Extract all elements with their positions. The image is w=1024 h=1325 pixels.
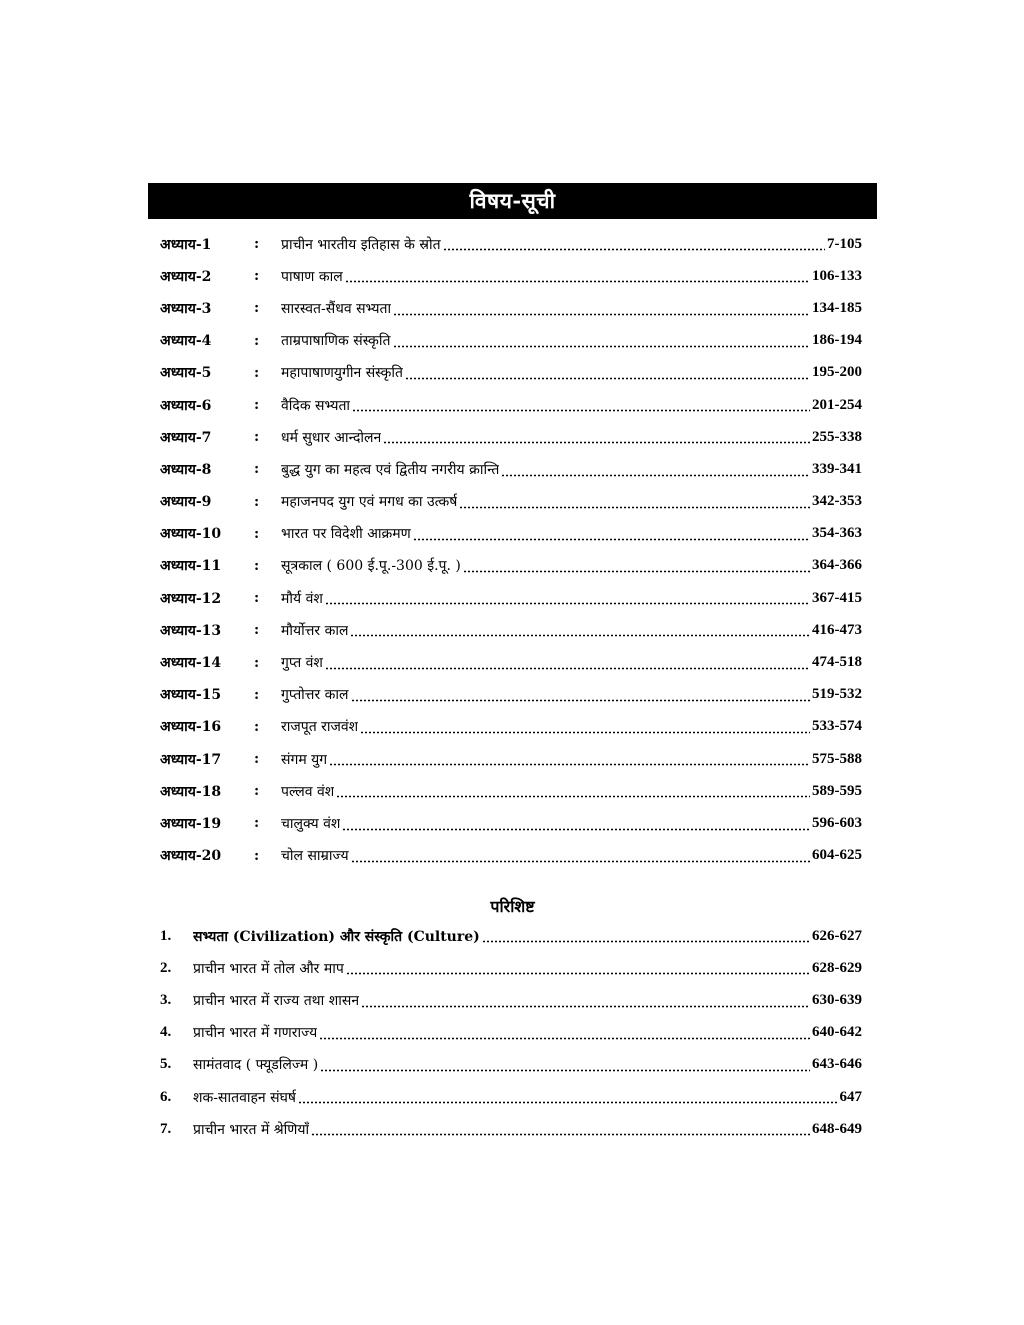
chapter-label: अध्याय-17 xyxy=(160,751,222,768)
dot-leader xyxy=(311,1122,810,1136)
chapter-colon: : xyxy=(254,397,260,414)
chapter-pages: 354-363 xyxy=(812,525,862,542)
dot-leader xyxy=(298,1090,838,1104)
chapter-row xyxy=(160,260,862,292)
dot-leader xyxy=(345,269,810,283)
chapter-row xyxy=(160,325,862,357)
dot-leader xyxy=(346,961,810,975)
chapter-title: गुप्तोत्तर काल xyxy=(281,687,349,704)
appendix-pages: 628-629 xyxy=(812,959,862,976)
chapter-colon: : xyxy=(254,815,260,832)
chapter-pages: 533-574 xyxy=(812,718,862,735)
chapter-colon: : xyxy=(254,493,260,510)
chapter-row xyxy=(160,228,862,260)
chapter-label: अध्याय-2 xyxy=(160,268,212,285)
chapter-colon: : xyxy=(254,751,260,768)
chapter-row xyxy=(160,840,862,872)
dot-leader xyxy=(361,994,810,1008)
appendix-pages: 630-639 xyxy=(812,991,862,1008)
chapter-title: भारत पर विदेशी आक्रमण xyxy=(281,526,411,543)
dot-leader xyxy=(350,623,810,637)
dot-leader xyxy=(482,929,810,943)
chapter-pages: 134-185 xyxy=(812,299,862,316)
chapter-row xyxy=(160,614,862,646)
chapter-pages: 575-588 xyxy=(812,750,862,767)
appendix-title: शक-सातवाहन संघर्ष xyxy=(193,1089,296,1106)
chapter-colon: : xyxy=(254,429,260,446)
chapter-label: अध्याय-9 xyxy=(160,494,212,511)
chapter-label: अध्याय-18 xyxy=(160,783,222,800)
dot-leader xyxy=(329,752,810,766)
chapter-pages: 519-532 xyxy=(812,686,862,703)
chapter-pages: 106-133 xyxy=(812,267,862,284)
chapter-title: चोल साम्राज्य xyxy=(281,848,349,865)
chapter-row xyxy=(160,518,862,550)
appendix-number: 7. xyxy=(160,1120,172,1137)
chapter-label: अध्याय-1 xyxy=(160,236,212,253)
appendix-row xyxy=(160,984,862,1016)
dot-leader xyxy=(501,463,810,477)
chapter-title: पाषाण काल xyxy=(281,268,343,285)
chapter-colon: : xyxy=(254,622,260,639)
dot-leader xyxy=(351,688,810,702)
appendix-row xyxy=(160,952,862,984)
appendix-title: प्राचीन भारत में गणराज्य xyxy=(193,1025,318,1042)
chapter-list xyxy=(160,228,862,872)
chapter-title: सारस्वत-सैंधव सभ्यता xyxy=(281,300,392,317)
chapter-label: अध्याय-13 xyxy=(160,622,222,639)
chapter-colon: : xyxy=(254,364,260,381)
dot-leader xyxy=(459,495,810,509)
chapter-colon: : xyxy=(254,847,260,864)
chapter-title: पल्लव वंश xyxy=(281,783,335,800)
chapter-row xyxy=(160,679,862,711)
chapter-title: मौर्य वंश xyxy=(281,590,323,607)
chapter-label: अध्याय-6 xyxy=(160,397,212,414)
dot-leader xyxy=(351,849,810,863)
dot-leader xyxy=(325,656,810,670)
chapter-pages: 195-200 xyxy=(812,364,862,381)
chapter-label: अध्याय-8 xyxy=(160,461,212,478)
chapter-label: अध्याय-20 xyxy=(160,848,222,865)
chapter-row xyxy=(160,743,862,775)
chapter-title: महापाषाणयुगीन संस्कृति xyxy=(281,365,403,382)
appendix-number: 4. xyxy=(160,1024,172,1041)
chapter-pages: 7-105 xyxy=(827,235,862,252)
appendix-row xyxy=(160,1081,862,1113)
chapter-pages: 416-473 xyxy=(812,621,862,638)
dot-leader xyxy=(320,1058,810,1072)
appendix-number: 1. xyxy=(160,927,172,944)
chapter-title: महाजनपद युग एवं मगध का उत्कर्ष xyxy=(281,494,458,511)
appendix-pages: 647 xyxy=(839,1088,862,1105)
dot-leader xyxy=(352,398,810,412)
chapter-title: राजपूत राजवंश xyxy=(281,719,359,736)
chapter-colon: : xyxy=(254,654,260,671)
chapter-colon: : xyxy=(254,686,260,703)
chapter-label: अध्याय-11 xyxy=(160,558,222,575)
chapter-row xyxy=(160,357,862,389)
chapter-row xyxy=(160,486,862,518)
chapter-title: मौर्योत्तर काल xyxy=(281,622,349,639)
chapter-colon: : xyxy=(254,718,260,735)
appendix-number: 2. xyxy=(160,959,172,976)
chapter-label: अध्याय-19 xyxy=(160,815,222,832)
appendix-row xyxy=(160,1049,862,1081)
chapter-label: अध्याय-5 xyxy=(160,365,212,382)
chapter-row xyxy=(160,421,862,453)
chapter-colon: : xyxy=(254,557,260,574)
appendix-row xyxy=(160,1113,862,1145)
chapter-pages: 186-194 xyxy=(812,332,862,349)
chapter-row xyxy=(160,646,862,678)
appendix-title: सामंतवाद ( फ्यूडलिज्म ) xyxy=(193,1057,319,1074)
chapter-colon: : xyxy=(254,783,260,800)
chapter-pages: 342-353 xyxy=(812,493,862,510)
chapter-row xyxy=(160,550,862,582)
chapter-title: गुप्त वंश xyxy=(281,655,323,672)
dot-leader xyxy=(443,237,825,251)
dot-leader xyxy=(393,334,811,348)
chapter-colon: : xyxy=(254,268,260,285)
appendix-pages: 643-646 xyxy=(812,1056,862,1073)
appendix-pages: 648-649 xyxy=(812,1120,862,1137)
chapter-label: अध्याय-7 xyxy=(160,429,212,446)
chapter-pages: 255-338 xyxy=(812,428,862,445)
chapter-title: संगम युग xyxy=(281,751,328,768)
chapter-colon: : xyxy=(254,525,260,542)
chapter-pages: 367-415 xyxy=(812,589,862,606)
chapter-pages: 474-518 xyxy=(812,654,862,671)
appendix-number: 3. xyxy=(160,991,172,1008)
chapter-pages: 201-254 xyxy=(812,396,862,413)
chapter-row xyxy=(160,775,862,807)
chapter-title: चालुक्य वंश xyxy=(281,815,341,832)
chapter-row xyxy=(160,582,862,614)
appendix-number: 5. xyxy=(160,1056,172,1073)
dot-leader xyxy=(413,527,810,541)
chapter-title: ताम्रपाषाणिक संस्कृति xyxy=(281,333,391,350)
dot-leader xyxy=(463,559,810,573)
chapter-title: वैदिक सभ्यता xyxy=(281,397,351,414)
chapter-colon: : xyxy=(254,461,260,478)
dot-leader xyxy=(319,1026,810,1040)
chapter-colon: : xyxy=(254,236,260,253)
dot-leader xyxy=(342,817,810,831)
chapter-pages: 364-366 xyxy=(812,557,862,574)
appendix-title: सभ्यता (Civilization) और संस्कृति (Culture) xyxy=(193,928,480,945)
appendix-title: प्राचीन भारत में तोल और माप xyxy=(193,960,344,977)
chapter-pages: 596-603 xyxy=(812,814,862,831)
chapter-row xyxy=(160,807,862,839)
appendix-title: प्राचीन भारत में राज्य तथा शासन xyxy=(193,992,360,1009)
appendix-row xyxy=(160,920,862,952)
chapter-row xyxy=(160,711,862,743)
chapter-label: अध्याय-4 xyxy=(160,333,212,350)
toc-title: विषय-सूची xyxy=(148,183,877,219)
chapter-label: अध्याय-15 xyxy=(160,687,222,704)
chapter-pages: 604-625 xyxy=(812,847,862,864)
chapter-row xyxy=(160,292,862,324)
dot-leader xyxy=(383,430,810,444)
chapter-pages: 339-341 xyxy=(812,460,862,477)
appendix-list xyxy=(160,920,862,1145)
chapter-label: अध्याय-12 xyxy=(160,590,222,607)
chapter-title: सूत्रकाल ( 600 ई.पू.-300 ई.पू. ) xyxy=(281,558,461,575)
appendix-title: प्राचीन भारत में श्रेणियाँ xyxy=(193,1121,310,1138)
chapter-title: बुद्ध युग का महत्व एवं द्वितीय नगरीय क्रान्ति xyxy=(281,461,500,478)
appendix-pages: 626-627 xyxy=(812,927,862,944)
chapter-row xyxy=(160,389,862,421)
chapter-colon: : xyxy=(254,300,260,317)
chapter-title: प्राचीन भारतीय इतिहास के स्रोत xyxy=(281,236,441,253)
chapter-colon: : xyxy=(254,590,260,607)
appendix-row xyxy=(160,1017,862,1049)
appendix-number: 6. xyxy=(160,1088,172,1105)
chapter-colon: : xyxy=(254,332,260,349)
dot-leader xyxy=(325,591,810,605)
chapter-pages: 589-595 xyxy=(812,782,862,799)
chapter-title: धर्म सुधार आन्दोलन xyxy=(281,429,382,446)
appendix-heading: परिशिष्ट xyxy=(490,897,535,916)
dot-leader xyxy=(393,302,810,316)
chapter-label: अध्याय-16 xyxy=(160,719,222,736)
appendix-pages: 640-642 xyxy=(812,1024,862,1041)
chapter-row xyxy=(160,453,862,485)
dot-leader xyxy=(336,784,810,798)
dot-leader xyxy=(360,720,810,734)
chapter-label: अध्याय-3 xyxy=(160,300,212,317)
dot-leader xyxy=(405,366,810,380)
chapter-label: अध्याय-14 xyxy=(160,655,222,672)
chapter-label: अध्याय-10 xyxy=(160,526,222,543)
